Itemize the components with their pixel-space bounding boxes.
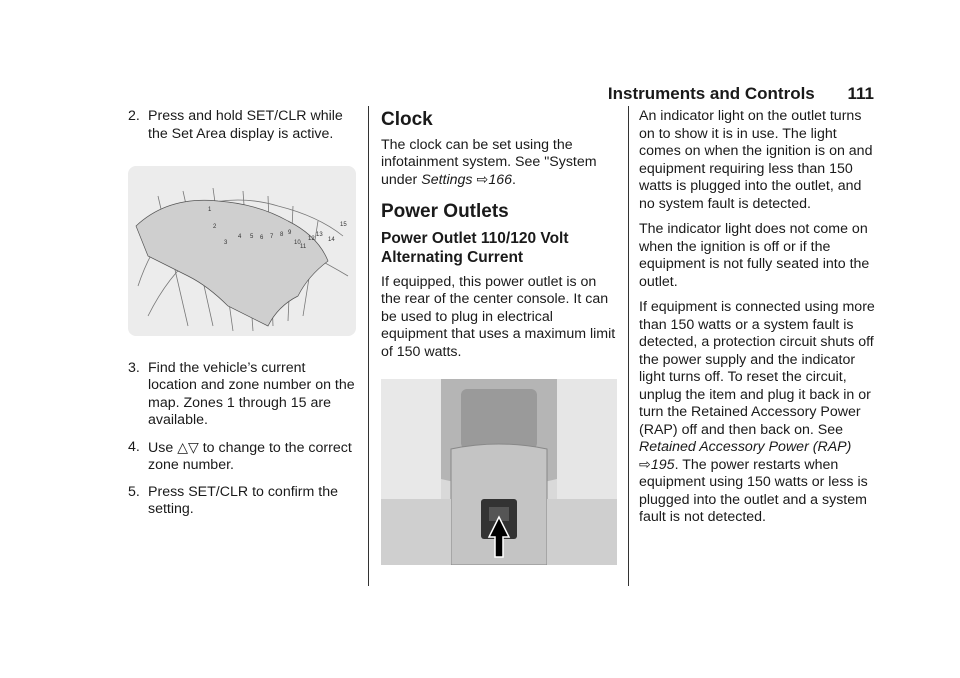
zone-label: 11 <box>300 244 307 250</box>
zone-label: 8 <box>280 232 284 238</box>
zone-label: 13 <box>316 232 323 238</box>
column-1 <box>128 108 356 528</box>
down-button-icon: ▽ <box>187 438 199 455</box>
zone-label: 4 <box>238 234 242 240</box>
column-3 <box>639 108 881 535</box>
zone-label: 2 <box>213 224 217 230</box>
zone-label: 12 <box>308 236 315 242</box>
zone-label: 7 <box>270 234 274 240</box>
zone-label: 6 <box>260 235 264 241</box>
zone-label: 15 <box>340 222 347 228</box>
clock-paragraph: The clock can be set using the infotainment system. See "System under Settings ⇨166. <box>381 136 597 188</box>
list-item: 3. Find the vehicle’s current location and zone number on the map. Zones 1 through 15 are available. <box>128 359 355 428</box>
zone-label: 1 <box>208 207 212 213</box>
outlet-subheading: Power Outlet 110/120 Volt Alternating Current <box>381 229 569 266</box>
page-ref-icon: ⇨ <box>639 456 651 473</box>
list-item: 2. Press and hold SET/CLR while the Set Area display is active. <box>128 108 343 142</box>
rap-link[interactable]: Retained Accessory Power (RAP) <box>639 439 852 455</box>
page-header <box>608 84 874 104</box>
clock-heading: Clock <box>381 109 433 130</box>
page-reference[interactable]: 195 <box>650 456 675 473</box>
paragraph: If equipment is connected using more than 150 watts or a system fault is detected, a protection circuit shuts off the power supply and the indicator light turns off. To reset the circuit, unplug the item and plug it back in or turn the Retained Accessory Power (RAP) off and then back on. See Retained Accessory Power (RAP) ⇨195. The power restarts when equipment using 150 watts or less is plugged into the outlet and a system fault is not detected. <box>639 299 875 525</box>
settings-link[interactable]: Settings <box>421 171 473 188</box>
zone-label: 9 <box>288 230 292 236</box>
power-outlet-photo <box>381 379 617 565</box>
column-2 <box>381 108 617 571</box>
section-title: Instruments and Controls <box>607 84 815 103</box>
list-item: 5. Press SET/CLR to confirm the setting. <box>128 483 339 517</box>
up-button-icon: △ <box>177 438 188 455</box>
column-divider-1 <box>368 106 369 586</box>
page-ref-icon: ⇨ <box>476 171 489 188</box>
list-item: 4. Use △▽ to change to the correct zone number. <box>128 438 352 473</box>
page-reference[interactable]: 166 <box>488 171 513 188</box>
zone-label: 10 <box>294 240 301 246</box>
outlet-paragraph: If equipped, this power outlet is on the rear of the center console. It can be used to plug in electrical equipment that uses a maximum limit of 150 watts. <box>381 273 616 360</box>
zone-label: 14 <box>328 237 335 243</box>
paragraph: The indicator light does not come on when the ignition is off or if the equipment is not fully seated into the outlet. <box>639 221 870 290</box>
paragraph: An indicator light on the outlet turns on to show it is in use. The light comes on when the ignition is on and equipment requiring less than 150 watts is plugged into the outlet, and no system fault is detected. <box>639 108 873 212</box>
power-outlets-heading: Power Outlets <box>381 201 509 222</box>
column-divider-2 <box>628 106 629 586</box>
time-zone-map <box>128 166 356 336</box>
zone-label: 5 <box>250 234 254 240</box>
page-number: 111 <box>847 84 874 103</box>
zone-label: 3 <box>224 240 228 246</box>
